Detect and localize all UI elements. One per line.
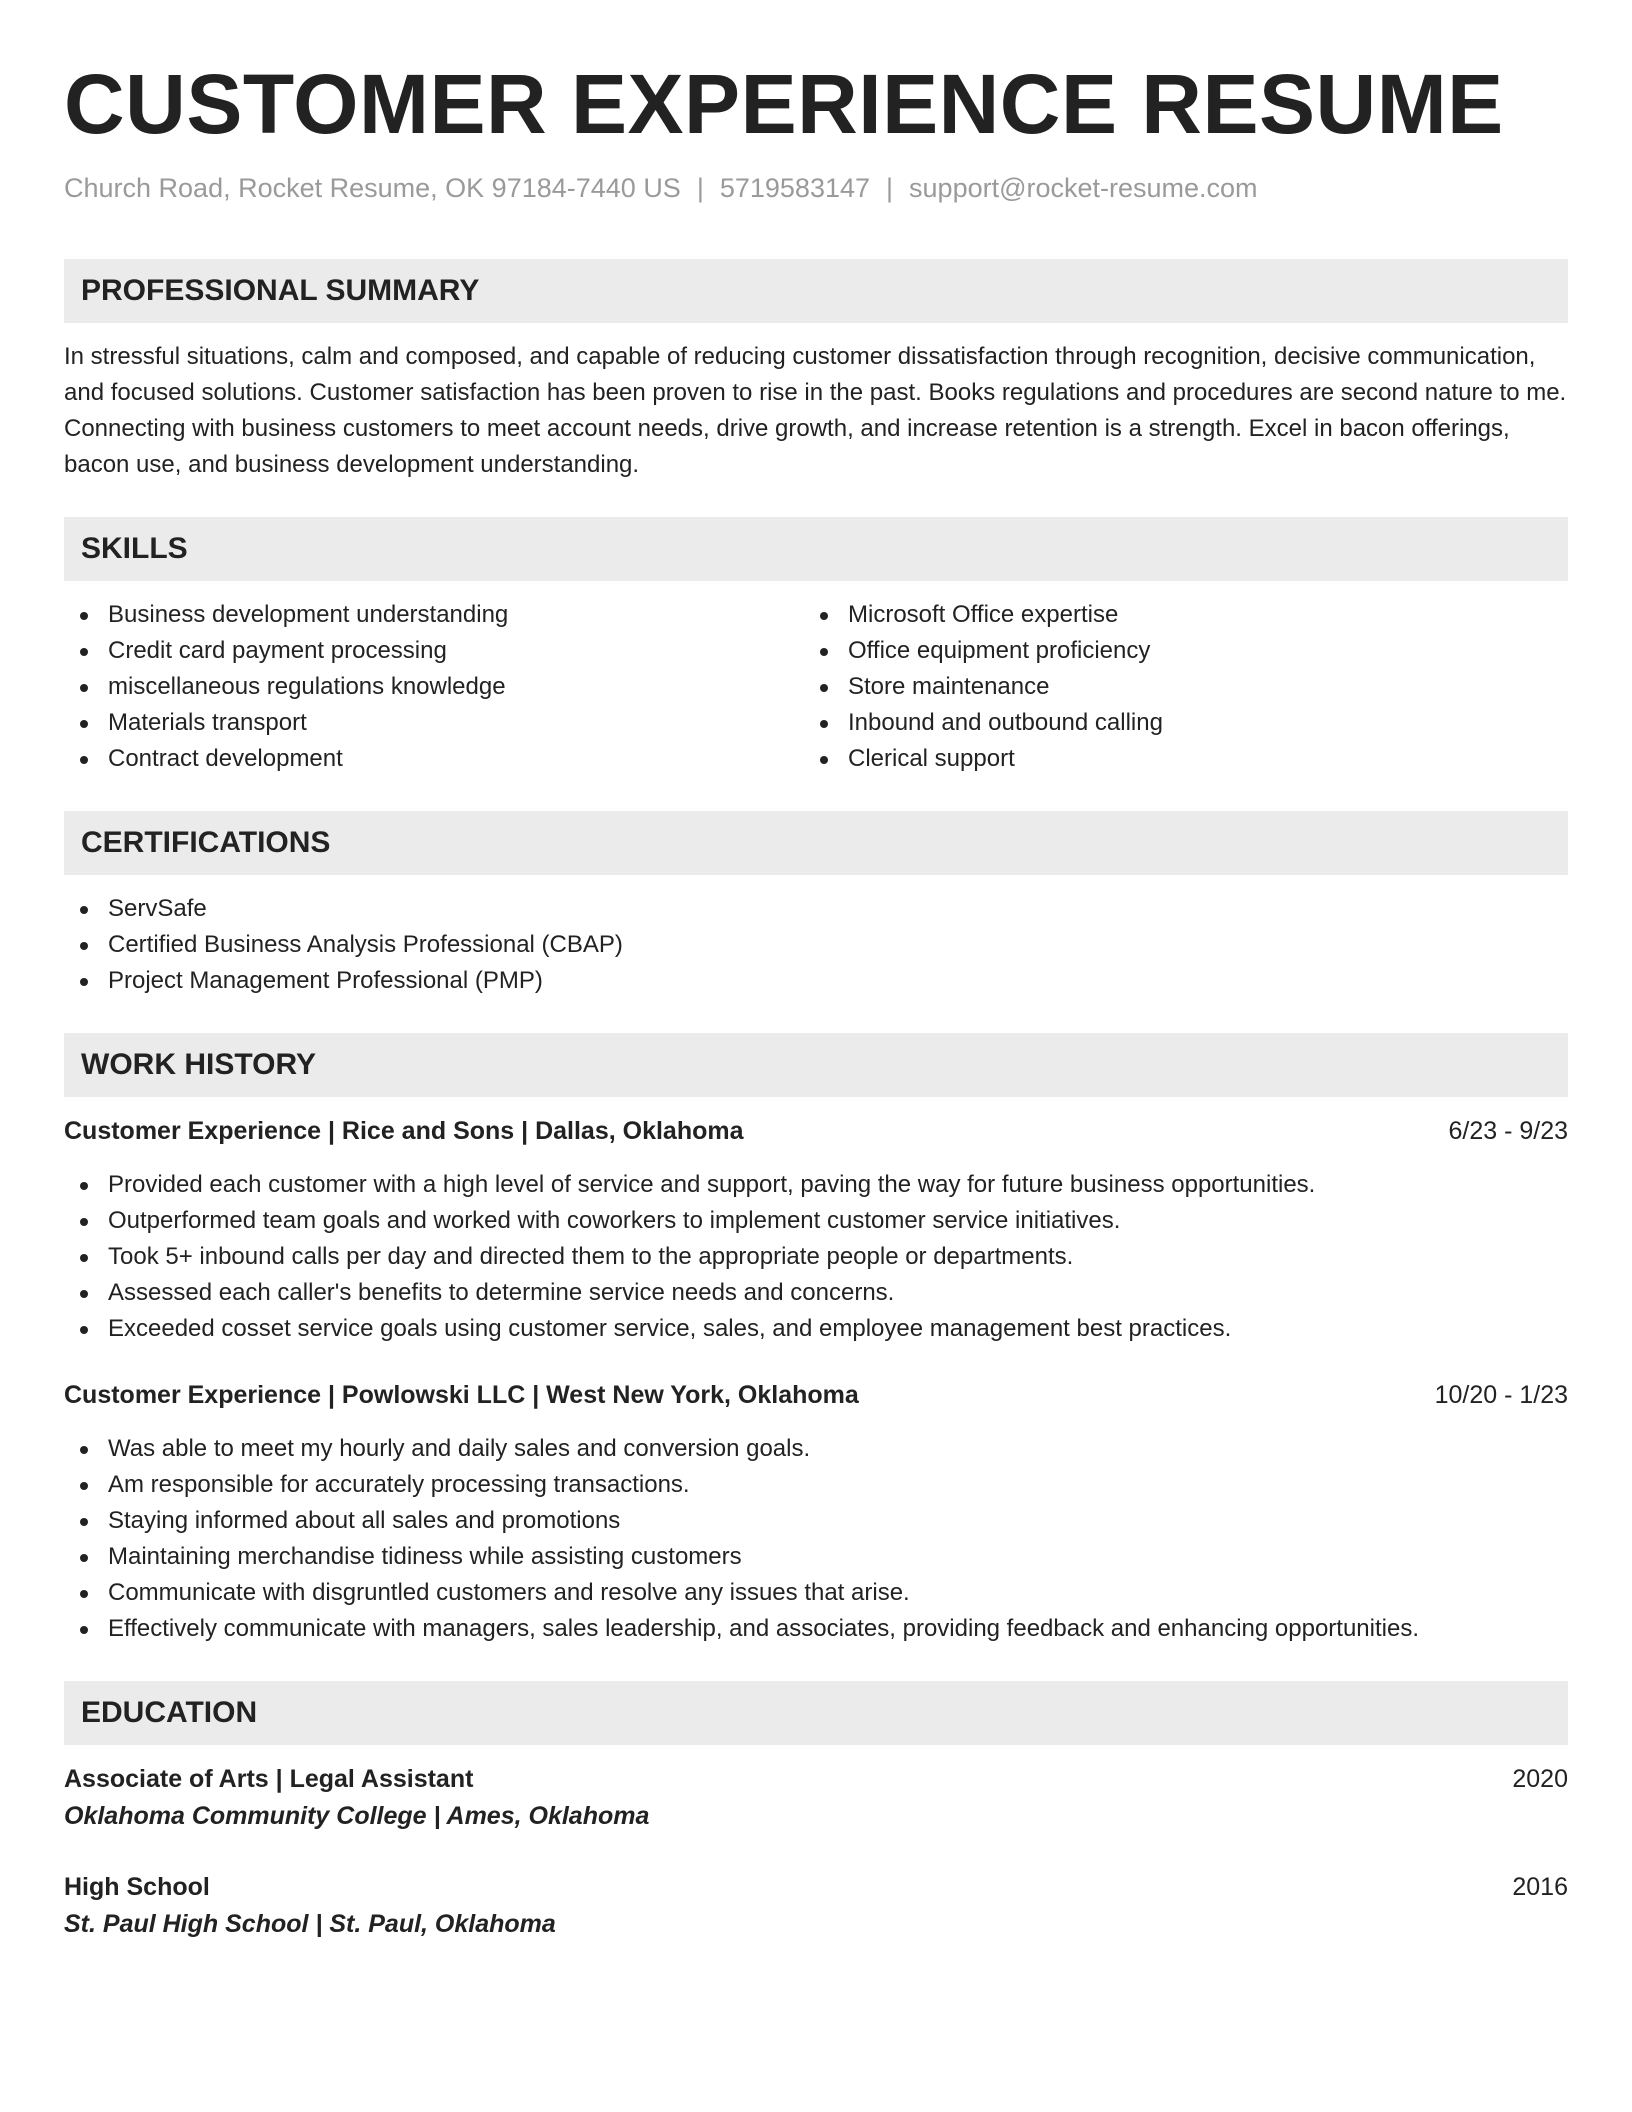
skill-item: Office equipment proficiency [804,633,1544,669]
skill-item: Store maintenance [804,669,1544,705]
summary-text: In stressful situations, calm and composed, and capable of reducing customer dissatisfaction through recognition, decisive communication, and focused solutions. Customer satisfaction has been proven to rise in the past. Books regulations and procedures are second nature to me. Connecting with business customers to meet account needs, drive growth, and increase retention is a strength. Excel in bacon offerings, bacon use, and business development understanding. [64,343,1567,478]
job-header [64,1113,1568,1149]
job-header [64,1377,1568,1413]
job-bullet: Effectively communicate with managers, sales leadership, and associates, providing feedback and enhancing opportunities. [64,1611,1568,1647]
job-bullet: Took 5+ inbound calls per day and directed them to the appropriate people or departments. [64,1239,1568,1275]
education-school: St. Paul High School | St. Paul, Oklahoma [64,1910,556,1938]
job-dates: 6/23 - 9/23 [1448,1117,1568,1145]
skill-item: Clerical support [804,741,1544,777]
job-bullets [64,1431,1568,1647]
job-bullet: Exceeded cosset service goals using customer service, sales, and employee management best practices. [64,1311,1568,1347]
education-entry [64,1869,1568,1943]
education-header [64,1869,1568,1905]
job-bullet: Provided each customer with a high level of service and support, paving the way for future business opportunities. [64,1167,1568,1203]
certification-item: Certified Business Analysis Professional (CBAP) [64,927,1568,963]
contact-separator: | [886,173,894,203]
job-bullet: Outperformed team goals and worked with coworkers to implement customer service initiatives. [64,1203,1568,1239]
contact-line [64,170,1568,206]
education-degree: Associate of Arts | Legal Assistant [64,1765,474,1793]
job-bullet: Assessed each caller's benefits to determine service needs and concerns. [64,1275,1568,1311]
contact-phone: 5719583147 [719,173,871,203]
education-degree: High School [64,1873,210,1901]
job-bullets [64,1167,1568,1347]
skill-item: Credit card payment processing [64,633,804,669]
skill-item: Materials transport [64,705,804,741]
skill-item: Contract development [64,741,804,777]
skills-grid [64,597,1568,777]
certification-item: ServSafe [64,891,1568,927]
job-dates: 10/20 - 1/23 [1434,1381,1568,1409]
job-bullet: Staying informed about all sales and promotions [64,1503,1568,1539]
education-year: 2020 [1512,1765,1568,1793]
job-title: Customer Experience | Rice and Sons | Dallas, Oklahoma [64,1117,744,1145]
section-heading-summary: PROFESSIONAL SUMMARY [64,259,1568,323]
contact-address: Church Road, Rocket Resume, OK 97184-7440 US [64,173,681,203]
job-bullet: Was able to meet my hourly and daily sales and conversion goals. [64,1431,1568,1467]
job-title: Customer Experience | Powlowski LLC | West New York, Oklahoma [64,1381,859,1409]
skill-item: Microsoft Office expertise [804,597,1544,633]
resume-title: CUSTOMER EXPERIENCE RESUME [64,57,1504,151]
skills-list-right [804,597,1544,777]
section-heading-skills: SKILLS [64,517,1568,581]
education-header [64,1761,1568,1797]
skills-list-left [64,597,804,777]
job-bullet: Communicate with disgruntled customers and resolve any issues that arise. [64,1575,1568,1611]
education-year: 2016 [1512,1873,1568,1901]
contact-separator: | [696,173,704,203]
education-entry [64,1761,1568,1835]
job-entry [64,1377,1568,1647]
education-school: Oklahoma Community College | Ames, Oklahoma [64,1802,650,1830]
certification-item: Project Management Professional (PMP) [64,963,1568,999]
skill-item: Business development understanding [64,597,804,633]
section-heading-certifications: CERTIFICATIONS [64,811,1568,875]
contact-email: support@rocket-resume.com [909,173,1258,203]
skill-item: Inbound and outbound calling [804,705,1544,741]
section-heading-work-history: WORK HISTORY [64,1033,1568,1097]
section-heading-education: EDUCATION [64,1681,1568,1745]
job-bullet: Maintaining merchandise tidiness while assisting customers [64,1539,1568,1575]
skill-item: miscellaneous regulations knowledge [64,669,804,705]
job-entry [64,1113,1568,1347]
certifications-list [64,891,1568,999]
job-bullet: Am responsible for accurately processing transactions. [64,1467,1568,1503]
